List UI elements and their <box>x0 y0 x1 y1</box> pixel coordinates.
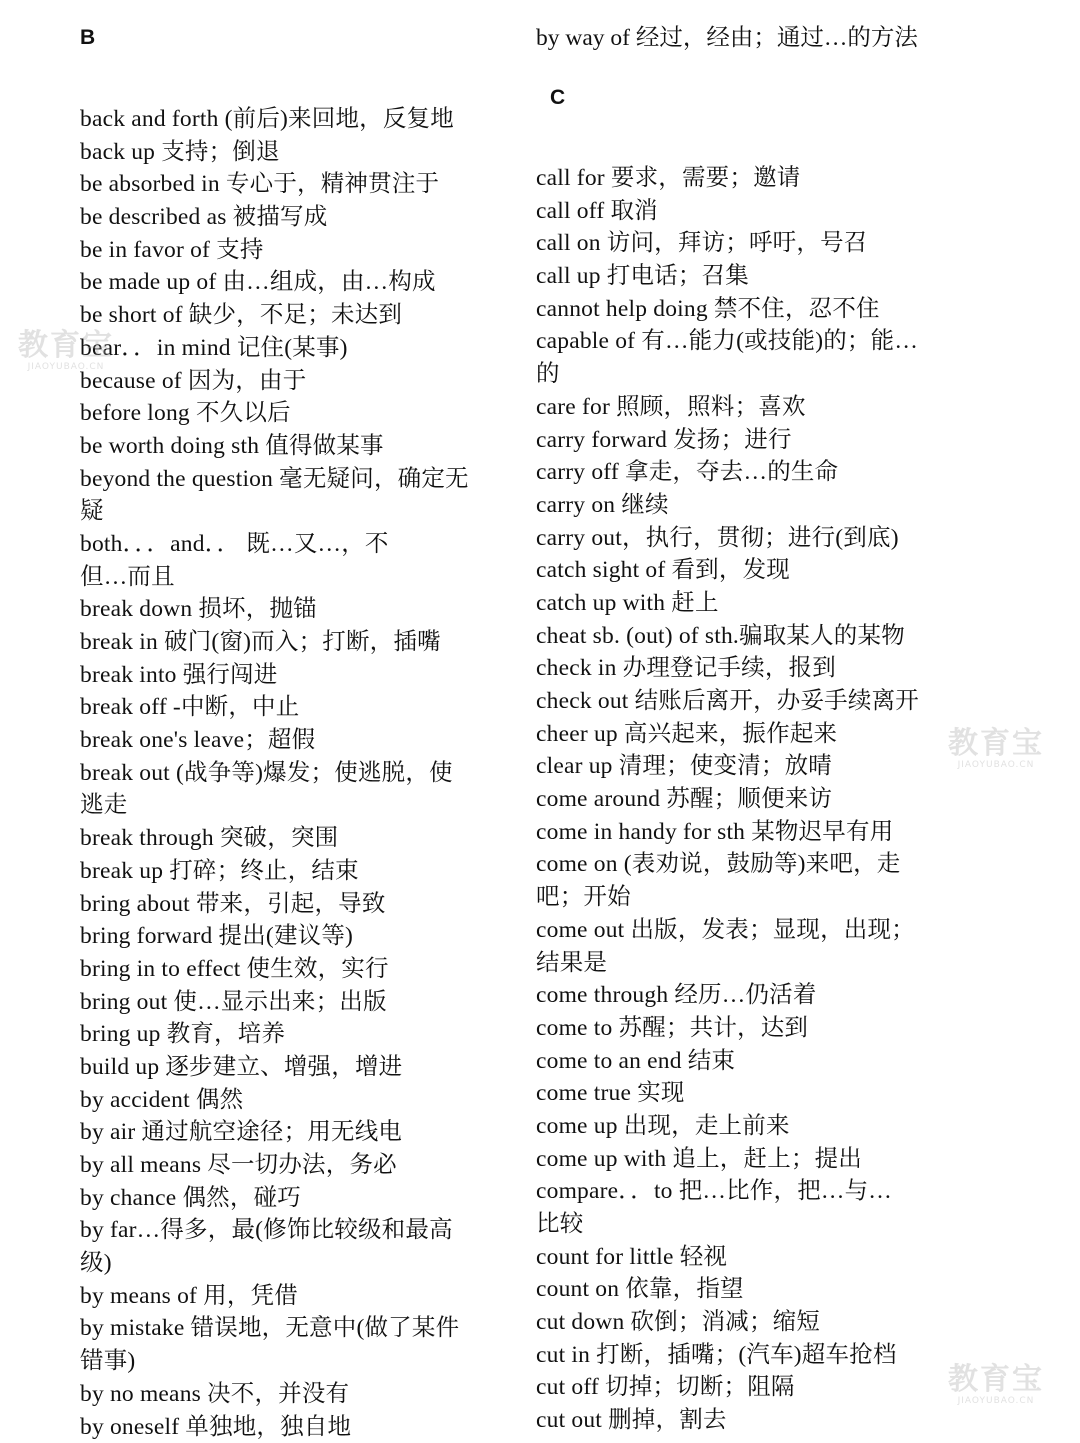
phrase-line: come to an end 结束 <box>536 1045 919 1078</box>
phrase-line: check out 结账后离开，办妥手续离开 <box>536 685 919 718</box>
phrase-line: come around 苏醒；顺便来访 <box>536 783 919 816</box>
phrase-line: 结果是 <box>536 947 919 980</box>
phrase-line: count on 依靠，指望 <box>536 1273 919 1306</box>
phrase-line: break one's leave；超假 <box>80 724 469 757</box>
phrase-line: by chance 偶然，碰巧 <box>80 1182 469 1215</box>
phrase-line: by mistake 错误地，无意中(做了某件 <box>80 1312 469 1345</box>
phrase-line: cut down 砍倒；消减；缩短 <box>536 1306 919 1339</box>
phrase-line: cannot help doing 禁不住，忍不住 <box>536 293 919 326</box>
phrase-line: by far…得多，最(修饰比较级和最高 <box>80 1214 469 1247</box>
phrase-line: cheer up 高兴起来，振作起来 <box>536 718 919 751</box>
phrase-line: break off -中断，中止 <box>80 691 469 724</box>
phrase-line: cut in 打断，插嘴；(汽车)超车抢档 <box>536 1339 919 1372</box>
phrase-line: call on 访问，拜访；呼吁，号召 <box>536 227 919 260</box>
phrase-list-c <box>536 162 919 1437</box>
phrase-line: break into 强行闯进 <box>80 659 469 692</box>
phrase-line: care for 照顾，照料；喜欢 <box>536 391 919 424</box>
phrase-line: 但…而且 <box>80 561 469 594</box>
phrase-line: be made up of 由…组成，由…构成 <box>80 266 469 299</box>
phrase-line: carry off 拿走，夺去…的生命 <box>536 456 919 489</box>
phrase-line: 错事) <box>80 1345 469 1378</box>
phrase-line: 级) <box>80 1247 469 1280</box>
phrase-line: beyond the question 毫无疑问，确定无 <box>80 463 469 496</box>
phrase-line: capable of 有…能力(或技能)的；能… <box>536 325 919 358</box>
phrase-line: before long 不久以后 <box>80 397 469 430</box>
phrase-line: by no means 决不，并没有 <box>80 1378 469 1411</box>
phrase-line: be absorbed in 专心于，精神贯注于 <box>80 168 469 201</box>
phrase-line: both．．．and．． 既…又…，不 <box>80 528 469 561</box>
phrase-line: bring out 使…显示出来；出版 <box>80 986 469 1019</box>
phrase-line: cut out 删掉，割去 <box>536 1404 919 1437</box>
phrase-line: by all means 尽一切办法，务必 <box>80 1149 469 1182</box>
phrase-line: bring in to effect 使生效，实行 <box>80 953 469 986</box>
phrase-line: bring forward 提出(建议等) <box>80 920 469 953</box>
phrase-line: break in 破门(窗)而入；打断，插嘴 <box>80 626 469 659</box>
phrase-line: call up 打电话；召集 <box>536 260 919 293</box>
phrase-line: carry forward 发扬；进行 <box>536 424 919 457</box>
phrase-line: come on (表劝说，鼓励等)来吧，走 <box>536 848 919 881</box>
phrase-line: call off 取消 <box>536 195 919 228</box>
phrase-line: come up with 追上，赶上；提出 <box>536 1143 919 1176</box>
phrase-line: catch up with 赶上 <box>536 587 919 620</box>
phrase-line: build up 逐步建立、增强，增进 <box>80 1051 469 1084</box>
phrase-line: back up 支持；倒退 <box>80 136 469 169</box>
phrase-line: come up 出现，走上前来 <box>536 1110 919 1143</box>
phrase-line: by way of 经过，经由；通过…的方法 <box>536 22 918 55</box>
phrase-line: catch sight of 看到，发现 <box>536 554 919 587</box>
phrase-line: call for 要求，需要；邀请 <box>536 162 919 195</box>
phrase-line: come out 出版，发表；显现，出现； <box>536 914 919 947</box>
watermark-logo: 教育宝 JIAOYUBAO.CN <box>948 1364 1044 1406</box>
phrase-line: 吧；开始 <box>536 881 919 914</box>
phrase-line: bring up 教育，培养 <box>80 1018 469 1051</box>
phrase-line: break down 损坏，抛锚 <box>80 593 469 626</box>
phrase-line: compare．．to 把…比作，把…与… <box>536 1175 919 1208</box>
phrase-line: come to 苏醒；共计，达到 <box>536 1012 919 1045</box>
phrase-line: break out (战争等)爆发；使逃脱，使 <box>80 757 469 790</box>
phrase-line: break through 突破，突围 <box>80 822 469 855</box>
phrase-line: 逃走 <box>80 789 469 822</box>
phrase-line: bear．．in mind 记住(某事) <box>80 332 469 365</box>
phrase-line: because of 因为，由于 <box>80 365 469 398</box>
phrase-line: be in favor of 支持 <box>80 234 469 267</box>
phrase-line: come through 经历…仍活着 <box>536 979 919 1012</box>
phrase-line: bring about 带来，引起，导致 <box>80 888 469 921</box>
phrase-line: by oneself 单独地，独自地 <box>80 1411 469 1443</box>
phrase-line: clear up 清理；使变清；放晴 <box>536 750 919 783</box>
section-heading-c: C <box>550 86 565 110</box>
phrase-line: be described as 被描写成 <box>80 201 469 234</box>
phrase-line: come true 实现 <box>536 1077 919 1110</box>
phrase-line: 比较 <box>536 1208 919 1241</box>
phrase-line: check in 办理登记手续，报到 <box>536 652 919 685</box>
watermark-logo: 教育宝 JIAOYUBAO.CN <box>948 728 1044 770</box>
phrase-line: 疑 <box>80 495 469 528</box>
phrase-line: by air 通过航空途径；用无线电 <box>80 1116 469 1149</box>
phrase-line: be short of 缺少，不足；未达到 <box>80 299 469 332</box>
phrase-line: 的 <box>536 358 919 391</box>
phrase-line: back and forth (前后)来回地，反复地 <box>80 103 469 136</box>
phrase-line: count for little 轻视 <box>536 1241 919 1274</box>
section-heading-b: B <box>80 26 95 50</box>
phrase-line: cheat sb. (out) of sth.骗取某人的某物 <box>536 620 919 653</box>
phrase-line: carry on 继续 <box>536 489 919 522</box>
phrase-line: come in handy for sth 某物迟早有用 <box>536 816 919 849</box>
watermark-logo: 教育宝 JIAOYUBAO.CN <box>18 330 114 372</box>
phrase-line: break up 打碎；终止，结束 <box>80 855 469 888</box>
phrase-line: carry out，执行，贯彻；进行(到底) <box>536 522 919 555</box>
phrase-line: cut off 切掉；切断；阻隔 <box>536 1371 919 1404</box>
phrase-list-b <box>80 103 469 1443</box>
phrase-line: be worth doing sth 值得做某事 <box>80 430 469 463</box>
phrase-line: by means of 用，凭借 <box>80 1280 469 1313</box>
phrase-line: by accident 偶然 <box>80 1084 469 1117</box>
